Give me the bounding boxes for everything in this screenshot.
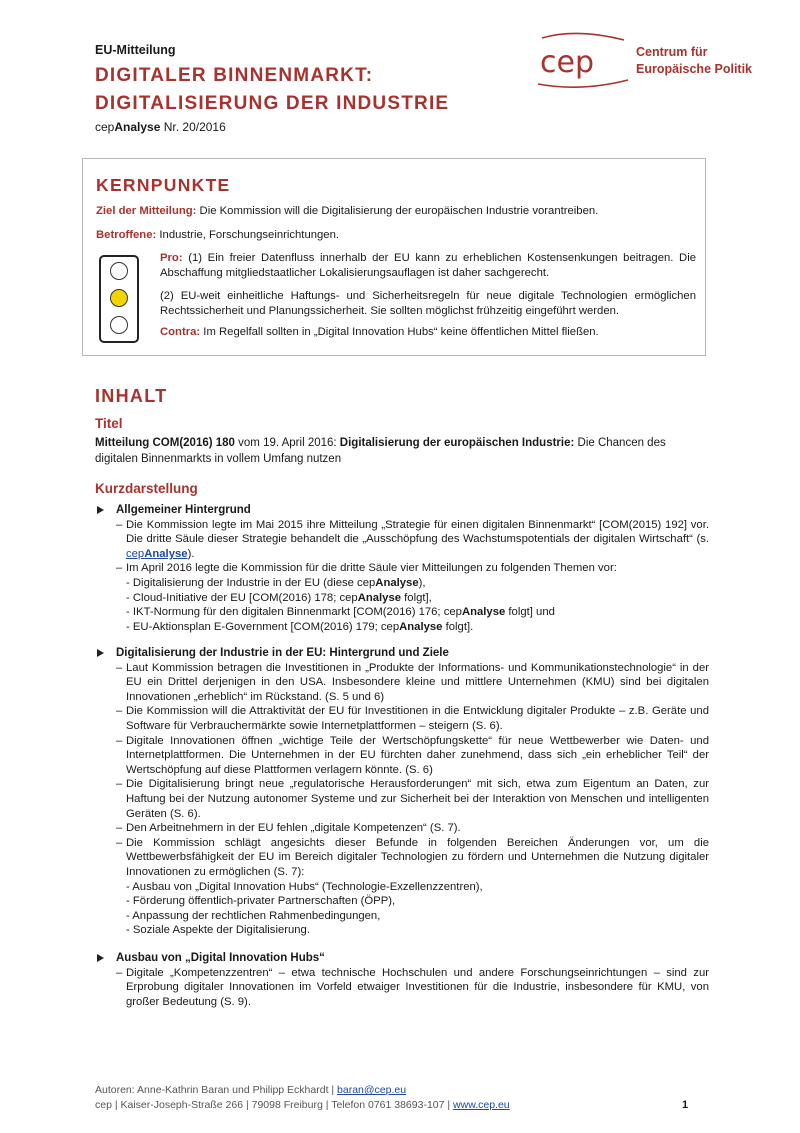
title-line-1: DIGITALER BINNENMARKT: xyxy=(95,65,374,86)
sub-item: - Digitalisierung der Industrie in der EU (diese cepAnalyse), xyxy=(126,576,426,589)
cep-analysis-link[interactable]: cepAnalyse xyxy=(126,547,188,560)
list-item: – Den Arbeitnehmern in der EU fehlen „digitale Kompetenzen“ (S. 7). xyxy=(116,822,461,835)
list-item: – Die Kommission legte im Mai 2015 ihre Mitteilung „Strategie für einen digitalen Binnenmarkt“ [COM(2015) 192] vor. Die dritte Säule dieser Strategie behandelt die „Ausschöpfung des Wachstumspotentials der digitalen Wirtschaft“ (s. cepAnalyse). xyxy=(116,518,709,560)
sub-item: - EU-Aktionsplan E-Government [COM(2016) 179; cepAnalyse folgt]. xyxy=(126,620,474,633)
footer-authors: Autoren: Anne-Kathrin Baran und Philipp Eckhardt | baran@cep.eu xyxy=(95,1084,407,1096)
footer-address: cep | Kaiser-Joseph-Straße 266 | 79098 Freiburg | Telefon 0761 38693-107 | www.cep.eu xyxy=(95,1099,510,1111)
traffic-light-top xyxy=(110,262,128,280)
pro-point-2: (2) EU-weit einheitliche Haftungs- und Sicherheitsregeln für neue digitale Technologien ermöglichen Rechtssicherheit und Planungssicherheit. Sie sollten möglichst frühzeitig eingeführt werden. xyxy=(160,290,696,317)
triangle-bullet-icon xyxy=(97,506,104,514)
title-subheading: Titel xyxy=(95,416,123,431)
list-item: – Die Digitalisierung bringt neue „regulatorische Herausforderungen“ mit sich, etwa zum Eigentum an Daten, zur Haftung bei der Nutzung autonomer Systeme und zur Sicherheit bei der Interaktion von Menschen und intelligenten Geräten (S. 6). xyxy=(116,778,709,820)
website-link[interactable]: www.cep.eu xyxy=(453,1099,510,1111)
triangle-bullet-icon xyxy=(97,649,104,657)
traffic-light-bottom xyxy=(110,316,128,334)
title-paragraph: Mitteilung COM(2016) 180 vom 19. April 2016: Digitalisierung der europäischen Industrie: Die Chancen des digitalen Binnenmarkts in vollem Umfang nutzen xyxy=(95,437,666,465)
sub-item: - Ausbau von „Digital Innovation Hubs“ (Technologie-Exzellenzzentren), xyxy=(126,880,483,893)
document-type: EU-Mitteilung xyxy=(95,43,176,57)
section-hubs xyxy=(97,951,709,1009)
sub-item: - Anpassung der rechtlichen Rahmenbedingungen, xyxy=(126,909,381,922)
affected-line: Betroffene: Industrie, Forschungseinrichtungen. xyxy=(96,229,340,241)
traffic-light-middle-lit xyxy=(110,289,128,307)
title-line-2: DIGITALISIERUNG DER INDUSTRIE xyxy=(95,93,450,114)
contra-point: Contra: Im Regelfall sollten in „Digital Innovation Hubs“ keine öffentlichen Mittel fließen. xyxy=(160,326,599,338)
section-industry xyxy=(97,646,709,938)
sub-item: - Cloud-Initiative der EU [COM(2016) 178; cepAnalyse folgt], xyxy=(126,591,432,604)
document-title xyxy=(95,62,449,118)
list-item: – Im April 2016 legte die Kommission für die dritte Säule vier Mitteilungen zu folgenden Themen vor: xyxy=(116,562,617,575)
list-item: – Digitale „Kompetenzzentren“ – etwa technische Hochschulen und andere Forschungseinrichtungen – sind zur Erprobung digitaler Innovationen im Vorfeld etwaiger Investitionen für die Industrie, insbesondere für KMU, von großer Bedeutung (S. 9). xyxy=(116,966,709,1008)
content-heading: INHALT xyxy=(95,386,168,406)
sub-item: - Soziale Aspekte der Digitalisierung. xyxy=(126,924,310,937)
pro-point-1: Pro: (1) Ein freier Datenfluss innerhalb der EU kann zu erheblichen Kostensenkungen beitragen. Die Abschaffung mitgliedstaatlicher Lokalisierungsauflagen ist daher sachgerecht. xyxy=(160,252,696,279)
section-heading: Allgemeiner Hintergrund xyxy=(97,503,709,518)
section-background xyxy=(97,503,709,634)
list-item: – Digitale Innovationen öffnen „wichtige Teile der Wertschöpfungskette“ für neue Wettbewerber wie Daten- und Internetplattformen. Die Unternehmen in der EU fürchten daher zunehmend, dass sich „ein erheblicher Teil“ der Wertschöpfung auf diese Plattformen verlagern könnte. (S. 6) xyxy=(116,734,709,776)
goal-line: Ziel der Mitteilung: Die Kommission will die Digitalisierung der europäischen Industrie vorantreiben. xyxy=(96,205,599,217)
logo-name: Centrum für Europäische Politik xyxy=(636,45,753,76)
section-heading: Ausbau von „Digital Innovation Hubs“ xyxy=(97,951,709,966)
sub-item: - IKT-Normung für den digitalen Binnenmarkt [COM(2016) 176; cepAnalyse folgt] und xyxy=(126,606,555,619)
analysis-number: cepAnalyse Nr. 20/2016 xyxy=(95,120,226,134)
page-number: 1 xyxy=(682,1099,689,1111)
key-points-heading: KERNPUNKTE xyxy=(96,175,231,195)
traffic-light-icon xyxy=(99,255,139,343)
summary-subheading: Kurzdarstellung xyxy=(95,481,198,496)
list-item: – Die Kommission will die Attraktivität der EU für Investitionen in die Entwicklung digitaler Produkte – z.B. Geräte und Software für Verbrauchermärkte sowie Internetplattformen – steigern (S. 6). xyxy=(116,705,709,732)
key-points-box xyxy=(82,158,706,356)
sub-item: - Förderung öffentlich-privater Partnerschaften (ÖPP), xyxy=(126,895,396,908)
email-link[interactable]: baran@cep.eu xyxy=(337,1084,407,1096)
triangle-bullet-icon xyxy=(97,954,104,962)
list-item: – Laut Kommission betragen die Investitionen in „Produkte der Informations- und Kommunikationstechnologie“ in der EU ein Drittel derjenigen in den USA. Insbesondere kleine und mittlere Unternehmen (KMU) sind bei digitalen Innovationen „erheblich“ im Rückstand. (S. 5 und 6) xyxy=(116,661,709,703)
logo-mark: cep xyxy=(540,45,594,80)
section-heading: Digitalisierung der Industrie in der EU: Hintergrund und Ziele xyxy=(97,646,709,661)
list-item: – Die Kommission schlägt angesichts dieser Befunde in folgenden Bereichen Änderungen vor, um die Wettbewerbsfähigkeit der EU im Bereich digitaler Technologien zu fördern und Unternehmen die Nutzung digitaler Innovationen zu ermöglichen (S. 7): xyxy=(116,836,709,878)
